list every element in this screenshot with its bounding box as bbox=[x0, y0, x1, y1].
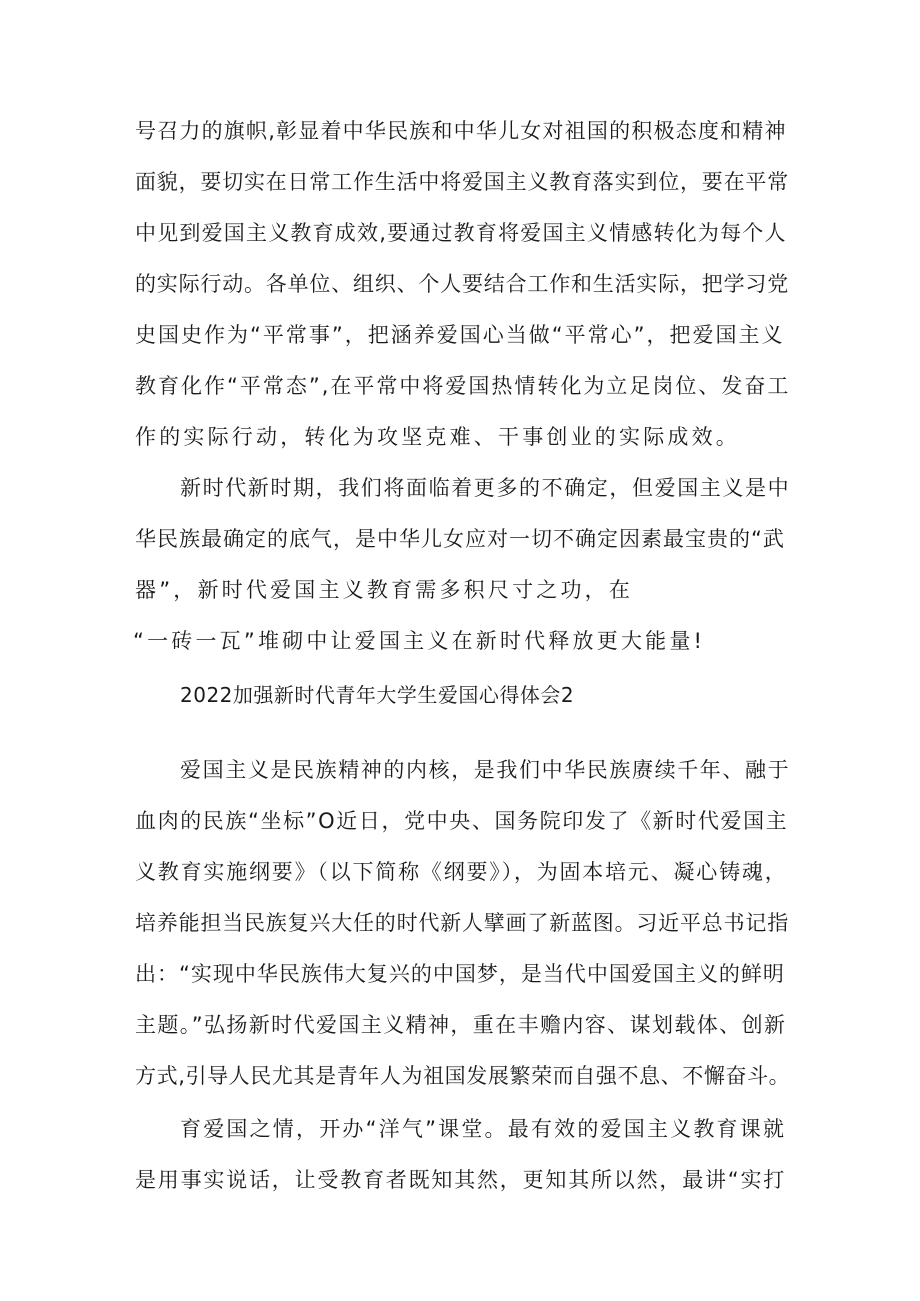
text-line: 号召力的旗帜,彰显着中华民族和中华儿女对祖国的积极态度和精神 bbox=[135, 119, 787, 143]
text-line: 主题。”弘扬新时代爱国主义精神，重在丰赡内容、谋划载体、创新 bbox=[135, 1013, 787, 1037]
text-line: 新时代新时期，我们将面临着更多的不确定，但爱国主义是中 bbox=[180, 476, 791, 500]
text-line: 育爱国之情，开办“洋气”课堂。最有效的爱国主义教育课就 bbox=[180, 1117, 787, 1141]
text-line: 教育化作“平常态”,在平常中将爱国热情转化为立足岗位、发奋工 bbox=[135, 374, 791, 398]
text-line: 方式,引导人民尤其是青年人为祖国发展繁荣而自强不息、不懈奋斗。 bbox=[135, 1064, 791, 1088]
text-line: 面貌，要切实在日常工作生活中将爱国主义教育落实到位，要在平常 bbox=[135, 170, 789, 194]
text-line: 华民族最确定的底气，是中华儿女应对一切不确定因素最宝贵的“武 bbox=[135, 527, 785, 551]
text-line: “一砖一瓦”堆砌中让爱国主义在新时代释放更大能量! bbox=[133, 629, 706, 653]
text-line: 出：“实现中华民族伟大复兴的中国梦，是当代中国爱国主义的鲜明 bbox=[135, 962, 785, 986]
text-line: 培养能担当民族复兴大任的时代新人擘画了新蓝图。习近平总书记指 bbox=[135, 911, 789, 935]
text-line: 是用事实说话，让受教育者既知其然，更知其所以然，最讲“实打 bbox=[135, 1168, 787, 1192]
text-line: 史国史作为“平常事”，把涵养爱国心当做“平常心”，把爱国主义 bbox=[135, 323, 785, 347]
section-heading: 2022加强新时代青年大学生爱国心得体会2 bbox=[180, 683, 575, 707]
text-line: 的实际行动。各单位、组织、个人要结合工作和生活实际，把学习党 bbox=[135, 272, 789, 296]
text-line: 义教育实施纲要》（以下简称《纲要》），为固本培元、凝心铸魂， bbox=[135, 860, 788, 884]
text-line: 作的实际行动，转化为攻坚克难、干事创业的实际成效。 bbox=[135, 425, 740, 449]
text-line: 血肉的民族“坐标”O近日，党中央、国务院印发了《新时代爱国主 bbox=[135, 809, 789, 833]
text-line: 爱国主义是民族精神的内核，是我们中华民族赓续千年、融于 bbox=[180, 758, 791, 782]
text-line: 中见到爱国主义教育成效,要通过教育将爱国主义情感转化为每个人 bbox=[135, 221, 787, 245]
text-line: 器”，新时代爱国主义教育需多积尺寸之功，在 bbox=[135, 578, 634, 602]
